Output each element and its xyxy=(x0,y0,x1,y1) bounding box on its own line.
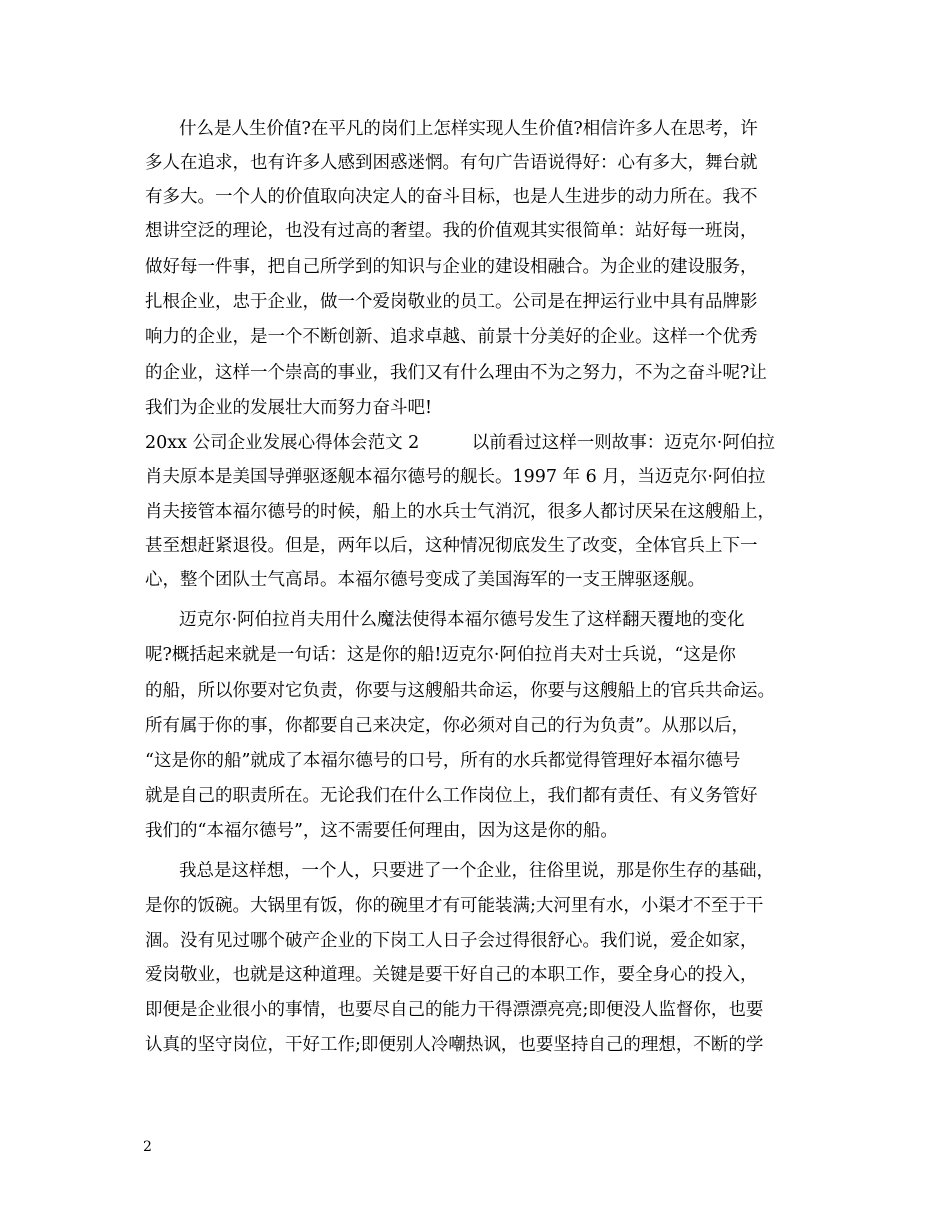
text-line: 是你的饭碗。大锅里有饭，你的碗里才有可能装满;大河里有水，小渠才不至于干 xyxy=(145,896,764,916)
text-line: 我们的“本福尔德号”，这不需要任何理由，因为这是你的船。 xyxy=(145,821,618,841)
text-line: 有多大。一个人的价值取向决定人的奋斗目标，也是人生进步的动力所在。我不 xyxy=(145,187,758,207)
text-line: 想讲空泛的理论，也没有过高的奢望。我的价值观其实很简单：站好每一班岗， xyxy=(145,221,758,241)
text-line: 所有属于你的事，你都要自己来决定，你必须对自己的行为负责”。从那以后， xyxy=(145,716,749,736)
text-line: 即便是企业很小的事情，也要尽自己的能力干得漂漂亮亮;即便没人监督你，也要 xyxy=(145,1000,764,1020)
text-line: 我们为企业的发展壮大而努力奋斗吧! xyxy=(145,398,433,418)
text-line: 的船，所以你要对它负责，你要与这艘船共命运，你要与这艘船上的官兵共命运。 xyxy=(145,681,775,701)
text-line: 甚至想赶紧退役。但是，两年以后，这种情况彻底发生了改变，全体官兵上下一 xyxy=(145,536,758,556)
text-line: 的企业，这样一个崇高的事业，我们又有什么理由不为之努力，不为之奋斗呢?让 xyxy=(145,363,767,383)
text-line: 涸。没有见过哪个破产企业的下岗工人日子会过得很舒心。我们说，爱企如家， xyxy=(145,931,758,951)
text-line: 就是自己的职责所在。无论我们在什么工作岗位上，我们都有责任、有义务管好 xyxy=(145,786,758,806)
text-line: 认真的坚守岗位，干好工作;即便别人冷嘲热讽，也要坚持自己的理想，不断的学 xyxy=(145,1035,764,1055)
text-line: 肖夫接管本福尔德号的时候，船上的水兵士气消沉，很多人都讨厌呆在这艘船上， xyxy=(145,502,775,522)
text-line: 爱岗敬业，也就是这种道理。关键是要干好自己的本职工作，要全身心的投入， xyxy=(145,965,758,985)
text-line: 多人在追求，也有许多人感到困惑迷惘。有句广告语说得好：心有多大，舞台就 xyxy=(145,153,758,173)
text-line: 肖夫原本是美国导弹驱逐舰本福尔德号的舰长。1997 年 6 月，当迈克尔·阿伯拉 xyxy=(145,467,766,487)
text-line: 迈克尔·阿伯拉肖夫用什么魔法使得本福尔德号发生了这样翻天覆地的变化 xyxy=(179,610,745,630)
text-line: 扎根企业，忠于企业，做一个爱岗敬业的员工。公司是在押运行业中具有品牌影 xyxy=(145,292,758,312)
text-line: 我总是这样想，一个人，只要进了一个企业，往俗里说，那是你生存的基础， xyxy=(179,861,774,881)
text-line: 响力的企业，是一个不断创新、追求卓越、前景十分美好的企业。这样一个优秀 xyxy=(145,327,758,347)
section-heading-line: 20xx 公司企业发展心得体会范文 2 以前看过这样一则故事：迈克尔·阿伯拉 xyxy=(145,433,775,453)
text-line: 呢?概括起来就是一句话：这是你的船!迈克尔·阿伯拉肖夫对士兵说，“这是你 xyxy=(145,645,736,665)
text-line: 做好每一件事，把自己所学到的知识与企业的建设相融合。为企业的建设服务， xyxy=(145,257,758,277)
text-line: 心，整个团队士气高昂。本福尔德号变成了美国海军的一支王牌驱逐舰。 xyxy=(145,570,705,590)
text-line: “这是你的船”就成了本福尔德号的口号，所有的水兵都觉得管理好本福尔德号 xyxy=(145,751,741,771)
page-number: 2 xyxy=(143,1139,152,1155)
text-line: 什么是人生价值?在平凡的岗们上怎样实现人生价值?相信许多人在思考，许 xyxy=(179,119,758,139)
